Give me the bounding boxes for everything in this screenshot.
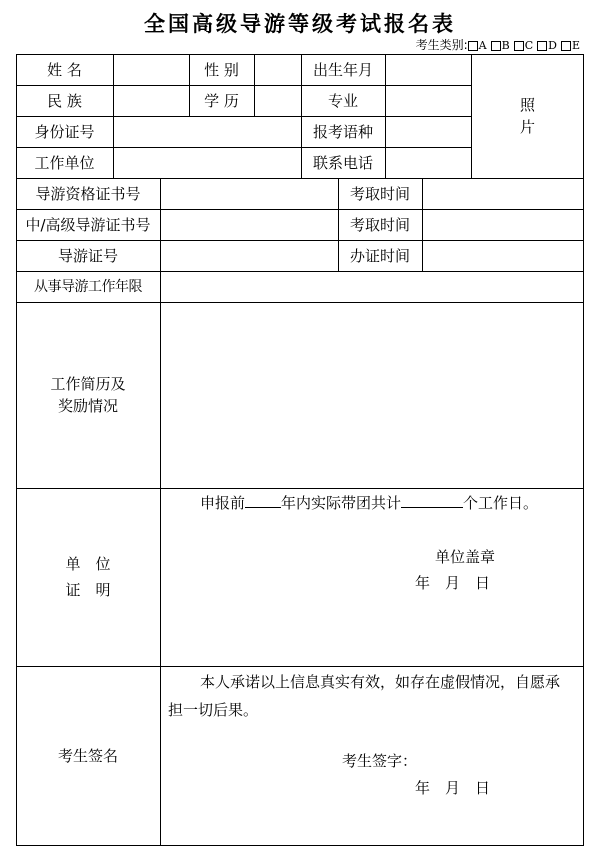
field-guide-card-number[interactable] xyxy=(161,240,338,271)
field-id-number[interactable] xyxy=(114,116,301,147)
label-guide-qualification-cert: 导游资格证书号 xyxy=(35,184,141,203)
option-a: A xyxy=(478,39,487,52)
label-major: 专业 xyxy=(327,91,358,110)
field-exam-language[interactable] xyxy=(386,116,471,147)
label-candidate-signature: 考生签名 xyxy=(57,746,118,765)
unit-stamp: 单位盖章 xyxy=(435,548,496,566)
checkbox-b[interactable] xyxy=(491,41,501,51)
unit-date: 年 月 日 xyxy=(415,574,491,592)
unit-text-a: 申报前 xyxy=(200,494,246,512)
category-label: 考生类别: xyxy=(415,38,468,52)
checkbox-d[interactable] xyxy=(537,41,547,51)
field-ethnicity[interactable] xyxy=(114,85,189,116)
field-obtained-time-1[interactable] xyxy=(423,178,583,209)
checkbox-e[interactable] xyxy=(561,41,571,51)
label-id-number: 身份证号 xyxy=(34,122,95,141)
unit-label-line1: 单 位 xyxy=(65,555,111,573)
option-d: D xyxy=(548,39,557,52)
resume-label-line1: 工作简历及 xyxy=(50,375,126,393)
option-b: B xyxy=(501,39,510,52)
application-form-table xyxy=(16,54,584,846)
label-ethnicity: 民 族 xyxy=(47,91,82,110)
label-guide-work-years: 从事导游工作年限 xyxy=(34,278,142,295)
field-phone[interactable] xyxy=(386,147,471,178)
field-resume-awards[interactable] xyxy=(161,303,583,488)
form-title: 全国高级导游等级考试报名表 xyxy=(144,11,456,36)
label-issue-time: 办证时间 xyxy=(349,246,410,265)
unit-label-line2: 证 明 xyxy=(65,581,111,599)
label-guide-card-number: 导游证号 xyxy=(57,246,118,265)
signature-date: 年 月 日 xyxy=(415,779,491,797)
unit-text-b: 年内实际带团共计 xyxy=(281,494,402,512)
label-birth-date: 出生年月 xyxy=(312,60,373,79)
label-obtained-time-1: 考取时间 xyxy=(349,184,410,203)
field-education[interactable] xyxy=(255,85,301,116)
label-employer: 工作单位 xyxy=(34,153,95,172)
photo-label-line1: 照 xyxy=(519,96,535,114)
field-guide-qualification-cert[interactable] xyxy=(161,178,338,209)
candidate-category xyxy=(416,36,580,53)
label-education: 学 历 xyxy=(204,91,239,110)
field-obtained-time-2[interactable] xyxy=(423,209,583,240)
field-gender[interactable] xyxy=(255,54,301,85)
field-employer[interactable] xyxy=(114,147,301,178)
candidate-sign: 考生签字： xyxy=(342,752,418,770)
label-resume-awards xyxy=(16,302,160,488)
option-e: E xyxy=(571,39,580,52)
checkbox-a[interactable] xyxy=(468,41,478,51)
resume-label-line2: 奖励情况 xyxy=(57,397,118,415)
field-major[interactable] xyxy=(386,85,471,116)
workdays-blank[interactable] xyxy=(401,491,463,508)
years-blank[interactable] xyxy=(245,491,281,508)
field-name[interactable] xyxy=(114,54,189,85)
field-senior-guide-cert[interactable] xyxy=(161,209,338,240)
photo-area[interactable] xyxy=(472,94,583,138)
field-guide-work-years[interactable] xyxy=(161,271,583,302)
field-birth-date[interactable] xyxy=(386,54,471,85)
label-exam-language: 报考语种 xyxy=(312,122,373,141)
unit-text-c: 个工作日。 xyxy=(463,494,539,512)
pledge-line1: 本人承诺以上信息真实有效，如存在虚假情况，自愿承 xyxy=(200,673,561,691)
label-gender: 性 别 xyxy=(204,60,239,79)
label-unit-certification xyxy=(16,488,160,666)
unit-statement xyxy=(200,488,538,518)
label-obtained-time-2: 考取时间 xyxy=(349,215,410,234)
option-c: C xyxy=(524,39,534,52)
label-name: 姓 名 xyxy=(47,60,82,79)
label-phone: 联系电话 xyxy=(312,153,373,172)
photo-label-line2: 片 xyxy=(519,118,535,136)
label-senior-guide-cert: 中/高级导游证书号 xyxy=(25,215,151,234)
field-issue-time[interactable] xyxy=(423,240,583,271)
pledge-line2: 担一切后果。 xyxy=(168,701,259,719)
grid-line xyxy=(583,54,584,846)
checkbox-c[interactable] xyxy=(514,41,524,51)
